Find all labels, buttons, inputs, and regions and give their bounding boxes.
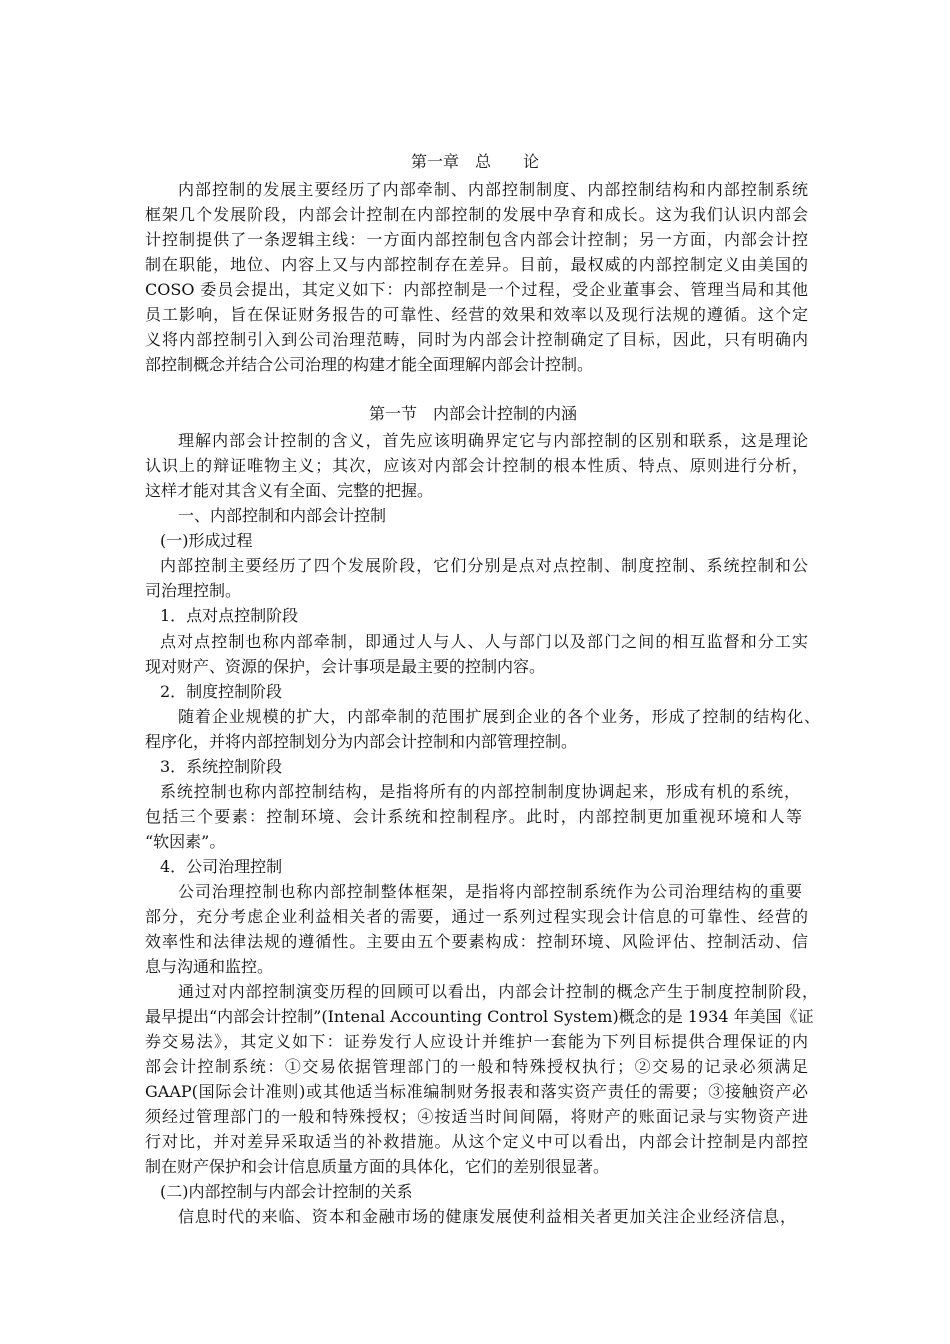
paragraph-line: 效率性和法律法规的遵循性。主要由五个要素构成：控制环境、风险评估、控制活动、信 xyxy=(145,932,808,951)
paragraph-line: 这样才能对其含义有全面、完整的把握。 xyxy=(145,481,434,500)
paragraph-line: 司治理控制。 xyxy=(145,581,242,600)
paragraph-line: 计控制提供了一条逻辑主线：一方面内部控制包含内部会计控制；另一方面，内部会计控 xyxy=(145,230,808,249)
paragraph-line: 最早提出“内部会计控制”(Intenal Accounting Control System)概念的是 1934 年美国《证 xyxy=(145,1007,814,1026)
sub-heading-formation: (一)形成过程 xyxy=(160,531,253,550)
sub-heading-relationship: (二)内部控制与内部会计控制的关系 xyxy=(160,1182,413,1201)
paragraph-line: 认识上的辩证唯物主义；其次，应该对内部会计控制的根本性质、特点、原则进行分析， xyxy=(145,456,808,475)
paragraph-line: 现对财产、资源的保护，会计事项是最主要的控制内容。 xyxy=(145,657,546,676)
paragraph-line: 理解内部会计控制的含义，首先应该明确界定它与内部控制的区别和联系，这是理论 xyxy=(178,431,808,450)
paragraph-line: 部控制概念并结合公司治理的构建才能全面理解内部会计控制。 xyxy=(145,355,594,374)
paragraph-line: 信息时代的来临、资本和金融市场的健康发展使利益相关者更加关注企业经济信息， xyxy=(178,1207,796,1226)
paragraph-line: 息与沟通和监控。 xyxy=(145,957,274,976)
paragraph-line: 行对比，并对差异采取适当的补救措施。从这个定义中可以看出，内部会计控制是内部控 xyxy=(145,1132,808,1151)
paragraph-line: 框架几个发展阶段，内部会计控制在内部控制的发展中孕育和成长。这为我们认识内部会 xyxy=(145,205,808,224)
paragraph-line: 部分，充分考虑企业利益相关者的需要，通过一系列过程实现会计信息的可靠性、经营的 xyxy=(145,907,808,926)
paragraph-line: 券交易法》，其定义如下：证券发行人应设计并维护一套能为下列目标提供合理保证的内 xyxy=(145,1032,808,1051)
paragraph-line: 须经过管理部门的一般和特殊授权；④按适当时间间隔，将财产的账面记录与实物资产进 xyxy=(145,1107,808,1126)
paragraph-line: 随着企业规模的扩大，内部牵制的范围扩展到企业的各个业务，形成了控制的结构化、 xyxy=(178,707,820,726)
paragraph-line: 内部控制的发展主要经历了内部牵制、内部控制制度、内部控制结构和内部控制系统 xyxy=(178,180,808,199)
paragraph-line: “软因素”。 xyxy=(145,832,226,851)
heading-1: 一、内部控制和内部会计控制 xyxy=(178,506,387,525)
stage4-title: 4．公司治理控制 xyxy=(160,857,283,876)
paragraph-line: GAAP(国际会计准则)或其他适当标准编制财务报表和落实资产责任的需要；③接触资产必 xyxy=(145,1082,808,1101)
paragraph-line: 系统控制也称内部控制结构，是指将所有的内部控制制度协调起来，形成有机的系统， xyxy=(160,782,800,801)
chapter-title: 第一章 总 论 xyxy=(411,152,540,171)
section-title: 第一节 内部会计控制的内涵 xyxy=(369,404,578,423)
stage3-title: 3．系统控制阶段 xyxy=(160,757,283,776)
paragraph-line: 部会计控制系统：①交易依据管理部门的一般和特殊授权执行；②交易的记录必须满足 xyxy=(145,1057,808,1076)
paragraph-line: 公司治理控制也称内部控制整体框架，是指将内部控制系统作为公司治理结构的重要 xyxy=(178,882,802,901)
paragraph-line: 义将内部控制引入到公司治理范畴，同时为内部会计控制确定了目标，因此，只有明确内 xyxy=(145,330,808,349)
stage1-title: 1．点对点控制阶段 xyxy=(160,606,299,625)
paragraph-line: 内部控制主要经历了四个发展阶段，它们分别是点对点控制、制度控制、系统控制和公 xyxy=(160,556,808,575)
paragraph-line: 程序化，并将内部控制划分为内部会计控制和内部管理控制。 xyxy=(145,732,578,751)
paragraph-line: 点对点控制也称内部牵制，即通过人与人、人与部门以及部门之间的相互监督和分工实 xyxy=(160,632,808,651)
paragraph-line: 制在财产保护和会计信息质量方面的具体化，它们的差别很显著。 xyxy=(145,1157,610,1176)
paragraph-line: 通过对内部控制演变历程的回顾可以看出，内部会计控制的概念产生于制度控制阶段， xyxy=(178,982,818,1001)
paragraph-line: COSO 委员会提出，其定义如下：内部控制是一个过程，受企业董事会、管理当局和其他 xyxy=(145,280,808,299)
paragraph-line: 制在职能，地位、内容上又与内部控制存在差异。目前，最权威的内部控制定义由美国的 xyxy=(145,255,808,274)
paragraph-line: 员工影响，旨在保证财务报告的可靠性、经营的效果和效率以及现行法规的遵循。这个定 xyxy=(145,305,808,324)
paragraph-line: 包括三个要素：控制环境、会计系统和控制程序。此时，内部控制更加重视环境和人等 xyxy=(145,807,802,826)
stage2-title: 2．制度控制阶段 xyxy=(160,682,283,701)
